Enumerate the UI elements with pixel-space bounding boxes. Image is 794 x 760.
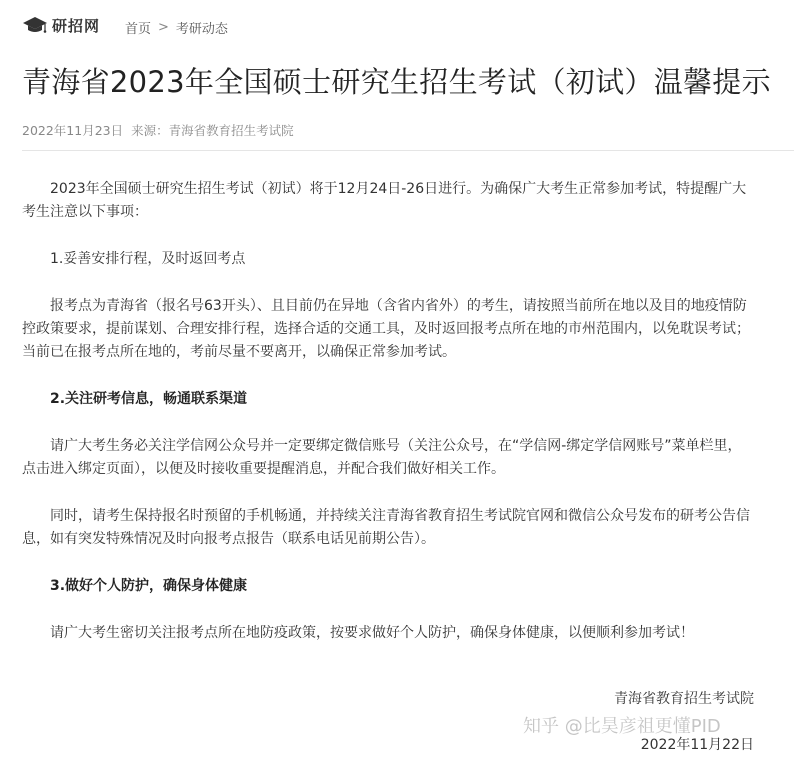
breadcrumb-separator: > [158, 20, 169, 35]
watermark: 知乎 @比昊彦祖更懂PID [523, 716, 721, 737]
logo-text: 研招网 [52, 16, 101, 35]
article-body [22, 178, 750, 645]
site-logo[interactable] [22, 14, 100, 36]
paragraph-1: 报考点为青海省（报名号63开头）、且目前仍在异地（含省内省外）的考生，请按照当前所在地以及目的地疫情防控政策要求，提前谋划、合理安排行程，选择合适的交通工具，及时返回报考点所在地的市州范围内，以免耽误考试；当前已在报考点所在地的，考前尽量不要离开，以确保正常参加考试。 [22, 298, 750, 360]
heading-1: 1.妥善安排行程，及时返回考点 [50, 251, 246, 267]
paragraph-intro: 2023年全国硕士研究生招生考试（初试）将于12月24日-26日进行。为确保广大考生正常参加考试，特提醒广大考生注意以下事项： [22, 181, 747, 220]
heading-3: 3.做好个人防护，确保身体健康 [50, 578, 248, 594]
paragraph-3: 请广大考生密切关注报考点所在地防疫政策，按要求做好个人防护，确保身体健康，以便顺利参加考试！ [50, 625, 694, 641]
breadcrumb-section[interactable]: 考研动态 [175, 22, 228, 37]
graduation-cap-icon [22, 14, 48, 36]
publish-date: 2022年11月23日 [22, 123, 124, 138]
signature: 青海省教育招生考试院 [614, 691, 754, 707]
title-divider [22, 150, 794, 151]
paragraph-2b: 同时，请考生保持报名时预留的手机畅通，并持续关注青海省教育招生考试院官网和微信公众号发布的研考公告信息，如有突发特殊情况及时向报考点报告（联系电话见前期公告）。 [22, 508, 750, 547]
signature-date: 2022年11月22日 [640, 737, 754, 753]
paragraph-2a: 请广大考生务必关注学信网公众号并一定要绑定微信账号（关注公众号，在“学信网-绑定学信网账号”菜单栏里，点击进入绑定页面），以便及时接收重要提醒消息，并配合我们做好相关工作。 [22, 438, 742, 477]
top-bar [0, 0, 794, 52]
article-source: 来源：青海省教育招生考试院 [131, 123, 294, 138]
breadcrumb-home[interactable]: 首页 [125, 22, 152, 37]
breadcrumb [125, 18, 228, 37]
article-meta [22, 121, 294, 139]
heading-2: 2.关注研考信息，畅通联系渠道 [50, 391, 248, 407]
article-title: 青海省2023年全国硕士研究生招生考试（初试）温馨提示 [22, 65, 771, 99]
